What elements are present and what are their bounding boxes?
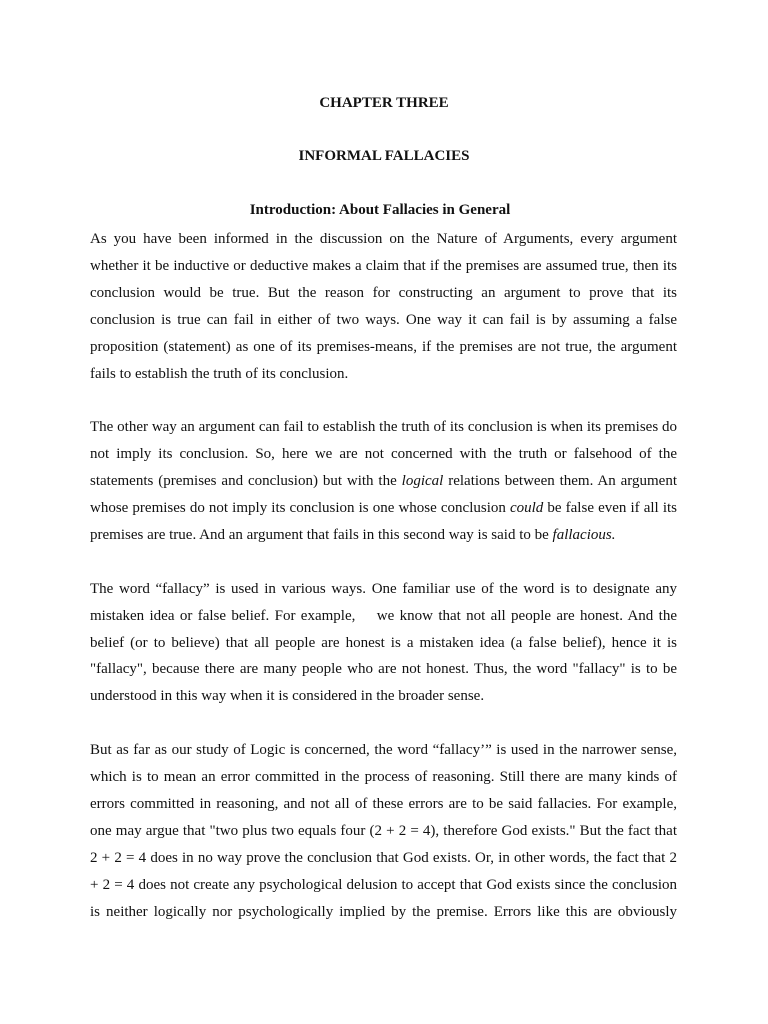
section-heading: Introduction: About Fallacies in General: [249, 202, 511, 218]
paragraph-2-italic-could: could: [509, 500, 544, 517]
paragraph-4: But as far as our study of Logic is concerned, the word “fallacy’” is used in the narrower sense, which is to mean an error committed in the process of reasoning. Still there are many kinds of errors committed in reasoning, and not all of these errors are to be said fallacies. For example, one may argue that "two plus two equals four (2 + 2 = 4), therefore God exists." But the fact that 2 + 2 = 4 does in no way prove the conclusion that God exists. Or, in other words, the fact that 2 + 2 = 4 does not create any psychological delusion to accept that God exists since the conclusion is neither logically nor psychologically implied by the premise. Errors like this are obviously: [90, 742, 677, 920]
paragraph-1: As you have been informed in the discussion on the Nature of Arguments, every argument whether it be inductive or deductive makes a claim that if the premises are assumed true, then its conclusion would be true. But the reason for constructing an argument to prove that its conclusion is true can fail in either of two ways. One way it can fail is by assuming a false proposition (statement) as one of its premises-means, if the premises are not true, the argument fails to establish the truth of its conclusion.: [90, 231, 677, 382]
body-text: [90, 226, 681, 926]
paragraph-2-part-e: be false even if all its premises are true. And an argument that fails in this second way is said to be: [90, 500, 677, 543]
paragraph-2-italic-logical: logical: [401, 473, 444, 490]
paragraph-3: The word “fallacy” is used in various ways. One familiar use of the word is to designate any mistaken idea or false belief. For example, we know that not all people are honest. And the belief (or to believe) that all people are honest is a mistaken idea (a false belief), hence it is "fallacy", because there are many people who are not honest. Thus, the word "fallacy" is to be understood in this way when it is considered in the broader sense.: [90, 580, 681, 705]
paragraph-2: [90, 414, 677, 549]
chapter-heading: CHAPTER THREE: [319, 95, 449, 111]
paragraph-2-italic-fallacious: fallacious.: [552, 526, 616, 543]
paragraph-2-part-c: relations between them. An argument whose premises do not imply its conclusion is one whose conclusion: [90, 473, 678, 517]
chapter-title: INFORMAL FALLACIES: [298, 148, 470, 164]
paragraph-2-part-a: The other way an argument can fail to establish the truth of its conclusion is when its premises do not imply its conclusion. So, here we are not concerned with the truth or falsehood of the statements (premises and conclusion) but with the: [90, 419, 677, 490]
